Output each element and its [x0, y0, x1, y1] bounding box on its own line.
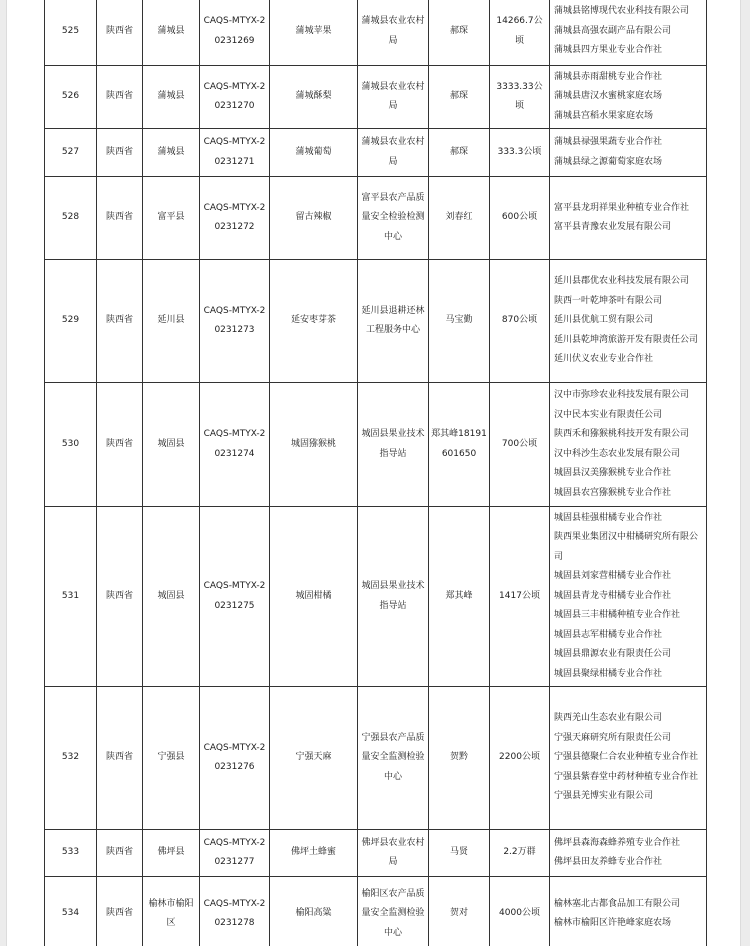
county-cell: 城固县 [143, 383, 200, 507]
province-cell: 陕西省 [97, 877, 143, 946]
product-code-cell: CAQS-MTYX-20231276 [200, 687, 270, 830]
certified-unit: 蒲城县禄强果蔬专业合作社 [554, 137, 663, 147]
province-cell: 陕西省 [97, 66, 143, 129]
table-row [45, 177, 707, 260]
responsible-agency-cell: 蒲城县农业农村局 [358, 66, 429, 129]
certified-unit: 蒲城县唐汉水蜜桃家庭农场 [554, 91, 663, 102]
product-code-cell: CAQS-MTYX-20231272 [200, 177, 270, 260]
row-number-cell: 530 [45, 383, 97, 507]
product-code-cell: CAQS-MTYX-20231270 [200, 66, 270, 129]
certified-unit: 蒲城县赤雨甜桃专业合作社 [554, 71, 663, 82]
product-name-cell: 城固猕猴桃 [270, 383, 358, 507]
row-number-cell: 532 [45, 687, 97, 830]
responsible-agency-cell: 蒲城县农业农村局 [358, 0, 429, 66]
responsible-agency-cell: 延川县退耕还林工程服务中心 [358, 260, 429, 383]
certified-unit: 城固县聚绿柑橘专业合作社 [554, 668, 663, 679]
certified-unit: 延川伏义农业专业合作社 [554, 354, 654, 365]
responsible-agency-cell: 榆阳区农产品质量安全监测检验中心 [358, 877, 429, 946]
table-row [45, 877, 707, 946]
certified-unit: 佛坪县田友养蜂专业合作社 [554, 857, 663, 867]
certified-unit: 城固县鼎源农业有限责任公司 [554, 649, 672, 660]
production-scale-cell: 2.2万群 [490, 830, 550, 877]
production-scale-cell: 14266.7公顷 [490, 0, 550, 66]
product-name-cell: 宁强天麻 [270, 687, 358, 830]
certified-unit: 延川县乾坤湾旅游开发有限责任公司 [554, 334, 699, 345]
product-code-cell: CAQS-MTYX-20231274 [200, 383, 270, 507]
certified-units-cell [550, 177, 707, 260]
certified-unit: 宁强县德聚仁合农业种植专业合作社 [554, 752, 699, 763]
certified-unit: 汉中科沙生态农业发展有限公司 [554, 448, 681, 459]
production-scale-cell: 4000公顷 [490, 877, 550, 946]
contact-person-cell: 马贤 [429, 830, 490, 877]
responsible-agency-cell: 城固县果业技术指导站 [358, 507, 429, 687]
responsible-agency-cell: 蒲城县农业农村局 [358, 129, 429, 177]
responsible-agency-cell: 城固县果业技术指导站 [358, 383, 429, 507]
contact-person-cell: 郝琛 [429, 66, 490, 129]
row-number-cell: 528 [45, 177, 97, 260]
contact-person-cell: 马宝勤 [429, 260, 490, 383]
product-code-cell: CAQS-MTYX-20231275 [200, 507, 270, 687]
certified-unit: 延川县优航工贸有限公司 [554, 315, 654, 326]
production-scale-cell: 3333.33公顷 [490, 66, 550, 129]
product-name-cell: 蒲城葡萄 [270, 129, 358, 177]
table-body [45, 0, 707, 946]
county-cell: 榆林市榆阳区 [143, 877, 200, 946]
certified-unit: 蒲城县铭博现代农业科技有限公司 [554, 6, 690, 17]
row-number-cell: 533 [45, 830, 97, 877]
certified-unit: 榆林市榆阳区许艳峰家庭农场 [554, 918, 672, 928]
certified-unit: 陕西一叶乾坤茶叶有限公司 [554, 295, 663, 306]
certified-unit: 城固县刘家营柑橘专业合作社 [554, 571, 672, 582]
county-cell: 蒲城县 [143, 0, 200, 66]
product-name-cell: 城固柑橘 [270, 507, 358, 687]
contact-person-cell: 刘春红 [429, 177, 490, 260]
certified-unit: 富平县青豫农业发展有限公司 [554, 222, 672, 232]
province-cell: 陕西省 [97, 129, 143, 177]
county-cell: 蒲城县 [143, 129, 200, 177]
table-row [45, 0, 707, 66]
row-number-cell: 526 [45, 66, 97, 129]
province-cell: 陕西省 [97, 383, 143, 507]
product-code-cell: CAQS-MTYX-20231273 [200, 260, 270, 383]
certified-unit: 城固县青龙寺柑橘专业合作社 [554, 590, 672, 601]
left-scrollbar[interactable] [0, 0, 7, 946]
contact-person-cell: 郝琛 [429, 129, 490, 177]
row-number-cell: 534 [45, 877, 97, 946]
row-number-cell: 525 [45, 0, 97, 66]
production-scale-cell: 333.3公顷 [490, 129, 550, 177]
province-cell: 陕西省 [97, 0, 143, 66]
province-cell: 陕西省 [97, 260, 143, 383]
product-code-cell: CAQS-MTYX-20231277 [200, 830, 270, 877]
contact-person-cell: 贺黔 [429, 687, 490, 830]
product-code-cell: CAQS-MTYX-20231278 [200, 877, 270, 946]
province-cell: 陕西省 [97, 507, 143, 687]
production-scale-cell: 2200公顷 [490, 687, 550, 830]
certified-unit: 宁强天麻研究所有限责任公司 [554, 732, 672, 743]
table-row [45, 129, 707, 177]
county-cell: 宁强县 [143, 687, 200, 830]
table-row [45, 687, 707, 830]
table-row [45, 66, 707, 129]
product-name-cell: 蒲城酥梨 [270, 66, 358, 129]
production-scale-cell: 700公顷 [490, 383, 550, 507]
certified-unit: 蒲城县绿之源葡萄家庭农场 [554, 156, 663, 167]
row-number-cell: 529 [45, 260, 97, 383]
county-cell: 城固县 [143, 507, 200, 687]
row-number-cell: 531 [45, 507, 97, 687]
product-name-cell: 蒲城苹果 [270, 0, 358, 66]
product-code-cell: CAQS-MTYX-20231271 [200, 129, 270, 177]
certified-unit: 陕西羌山生态农业有限公司 [554, 713, 663, 724]
county-cell: 蒲城县 [143, 66, 200, 129]
certified-unit: 汉中民本实业有限责任公司 [554, 409, 663, 420]
table-row [45, 383, 707, 507]
county-cell: 佛坪县 [143, 830, 200, 877]
certified-unit: 城固县农宫猕猴桃专业合作社 [554, 487, 672, 498]
province-cell: 陕西省 [97, 177, 143, 260]
certified-unit: 佛坪县森海森蜂养殖专业合作社 [554, 837, 681, 848]
certified-units-cell [550, 383, 707, 507]
product-name-cell: 佛坪土蜂蜜 [270, 830, 358, 877]
certified-unit: 蒲城县高强农副产品有限公司 [554, 25, 672, 36]
county-cell: 富平县 [143, 177, 200, 260]
certified-unit: 宁强县紫春堂中药材种植专业合作社 [554, 771, 699, 782]
certified-unit: 延川县郡优农业科技发展有限公司 [554, 276, 690, 287]
row-number-cell: 527 [45, 129, 97, 177]
product-registry-table [44, 0, 707, 946]
table-row [45, 260, 707, 383]
certified-unit: 蒲城县宫稻水果家庭农场 [554, 110, 654, 121]
certified-unit: 城固县志军柑橘专业合作社 [554, 629, 663, 640]
production-scale-cell: 1417公顷 [490, 507, 550, 687]
certified-unit: 宁强县羌博实业有限公司 [554, 791, 654, 802]
certified-units-cell [550, 507, 707, 687]
certified-unit: 富平县龙玥祥果业种植专业合作社 [554, 202, 690, 213]
certified-unit: 城固县三丰柑橘种植专业合作社 [554, 610, 681, 621]
county-cell: 延川县 [143, 260, 200, 383]
certified-units-cell [550, 129, 707, 177]
certified-unit: 陕西禾和猕猴桃科技开发有限公司 [554, 429, 690, 439]
certified-units-cell [550, 66, 707, 129]
province-cell: 陕西省 [97, 687, 143, 830]
responsible-agency-cell: 富平县农产品质量安全检验检测中心 [358, 177, 429, 260]
certified-unit: 陕西果业集团汉中柑橘研究所有限公司 [554, 532, 699, 562]
table-row [45, 507, 707, 687]
product-code-cell: CAQS-MTYX-20231269 [200, 0, 270, 66]
responsible-agency-cell: 佛坪县农业农村局 [358, 830, 429, 877]
contact-person-cell: 贺对 [429, 877, 490, 946]
production-scale-cell: 600公顷 [490, 177, 550, 260]
product-name-cell: 延安枣芽茶 [270, 260, 358, 383]
production-scale-cell: 870公顷 [490, 260, 550, 383]
certified-unit: 城固县汉美猕猴桃专业合作社 [554, 468, 672, 478]
certified-units-cell [550, 877, 707, 946]
certified-units-cell [550, 830, 707, 877]
certified-unit: 城固县桂强柑橘专业合作社 [554, 512, 663, 523]
responsible-agency-cell: 宁强县农产品质量安全监测检验中心 [358, 687, 429, 830]
certified-units-cell [550, 687, 707, 830]
contact-person-cell: 郝琛 [429, 0, 490, 66]
certified-unit: 汉中市弥珍农业科技发展有限公司 [554, 390, 690, 400]
contact-person-cell: 郑其峰18191601650 [429, 383, 490, 507]
product-name-cell: 榆阳高粱 [270, 877, 358, 946]
table-row [45, 830, 707, 877]
contact-person-cell: 郑其峰 [429, 507, 490, 687]
product-name-cell: 留古辣椒 [270, 177, 358, 260]
certified-unit: 榆林塞北古都食品加工有限公司 [554, 898, 681, 909]
province-cell: 陕西省 [97, 830, 143, 877]
certified-units-cell [550, 0, 707, 66]
certified-units-cell [550, 260, 707, 383]
right-scrollbar[interactable] [740, 0, 750, 946]
certified-unit: 蒲城县四方果业专业合作社 [554, 45, 663, 56]
